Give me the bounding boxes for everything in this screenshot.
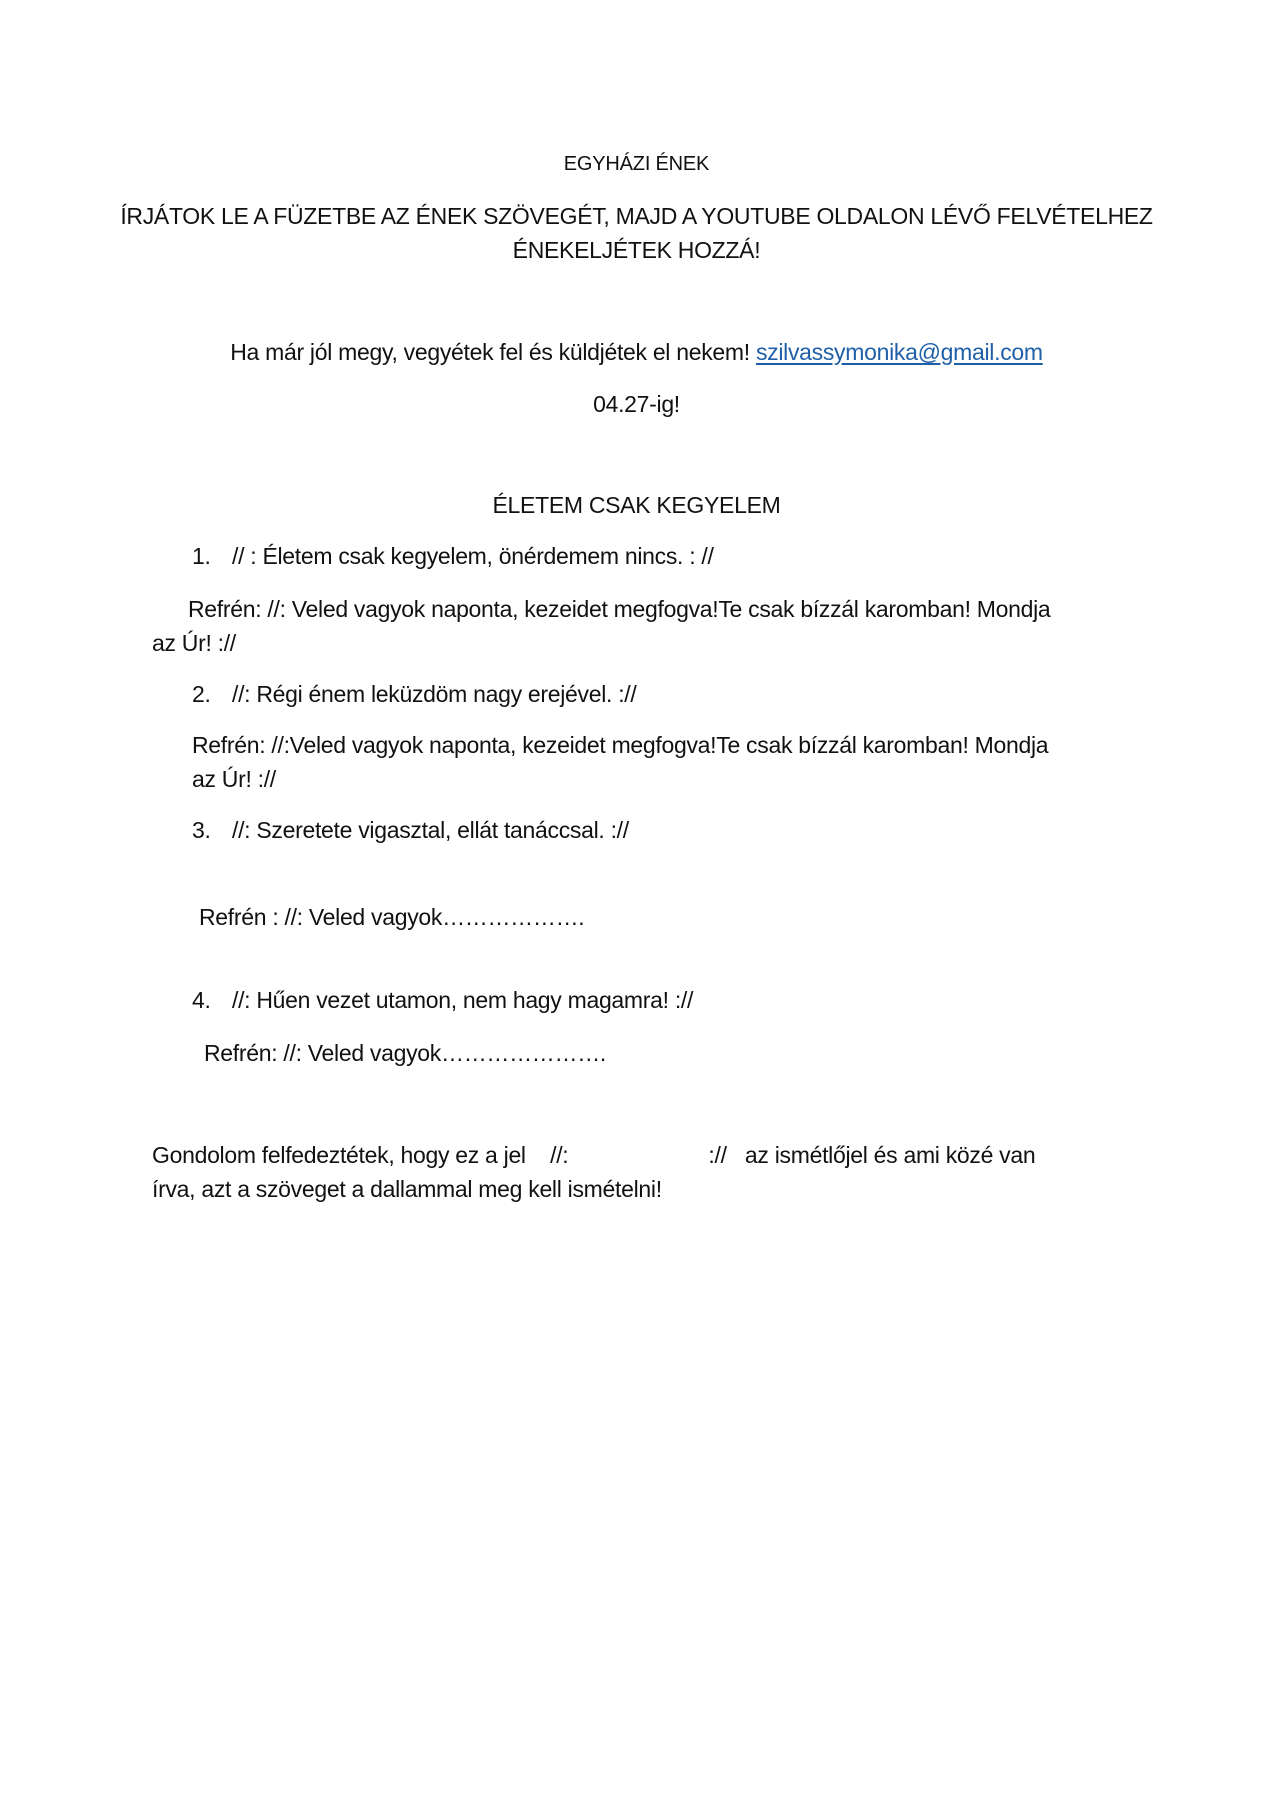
verse-4 [192,987,693,1014]
verse-text: //: Hűen vezet utamon, nem hagy magamra! :// [232,987,694,1013]
request-paragraph [0,339,1273,366]
instruction-line-2: ÉNEKELJÉTEK HOZZÁ! [512,237,761,263]
footer-note-part-1: Gondolom felfedeztétek, hogy ez a jel //: [152,1142,569,1168]
verse-1 [192,543,714,570]
footer-note-line-2: írva, azt a szöveget a dallammal meg kell ismételni! [152,1176,662,1202]
verse-3 [192,817,629,844]
verse-text: //: Szeretete vigasztal, ellát tanáccsal. :// [232,817,629,843]
footer-note-part-2: :// az ismétlőjel és ami közé van [708,1142,1036,1168]
instruction-line-1: ÍRJÁTOK LE A FÜZETBE AZ ÉNEK SZÖVEGÉT, MAJD A YOUTUBE OLDALON LÉVŐ FELVÉTELHEZ [120,203,1153,229]
request-text: Ha már jól megy, vegyétek fel és küldjétek el nekem! [230,339,756,365]
refrain-2-line-1: Refrén: //:Veled vagyok naponta, kezeidet megfogva!Te csak bízzál karomban! Mondja [192,732,1049,758]
subject-heading: EGYHÁZI ÉNEK [563,153,710,175]
verse-number: 2. [192,681,211,707]
refrain-4: Refrén: //: Veled vagyok…………………. [204,1040,606,1066]
verse-text: //: Régi énem leküzdöm nagy erejével. :// [232,681,637,707]
refrain-2-line-2: az Úr! :// [192,766,276,792]
verse-2 [192,681,636,708]
verse-number: 4. [192,987,211,1013]
song-title: ÉLETEM CSAK KEGYELEM [492,492,781,518]
refrain-1-line-2: az Úr! :// [152,630,236,656]
footer-note-line-1 [152,1142,1035,1169]
verse-number: 1. [192,543,211,569]
verse-number: 3. [192,817,211,843]
deadline: 04.27-ig! [593,391,680,417]
refrain-1-line-1: Refrén: //: Veled vagyok naponta, kezeidet megfogva!Te csak bízzál karomban! Mondja [188,596,1051,622]
refrain-3: Refrén : //: Veled vagyok………………. [199,904,585,930]
email-link[interactable]: szilvassymonika@gmail.com [755,339,1043,365]
verse-text: // : Életem csak kegyelem, önérdemem nincs. : // [232,543,714,569]
